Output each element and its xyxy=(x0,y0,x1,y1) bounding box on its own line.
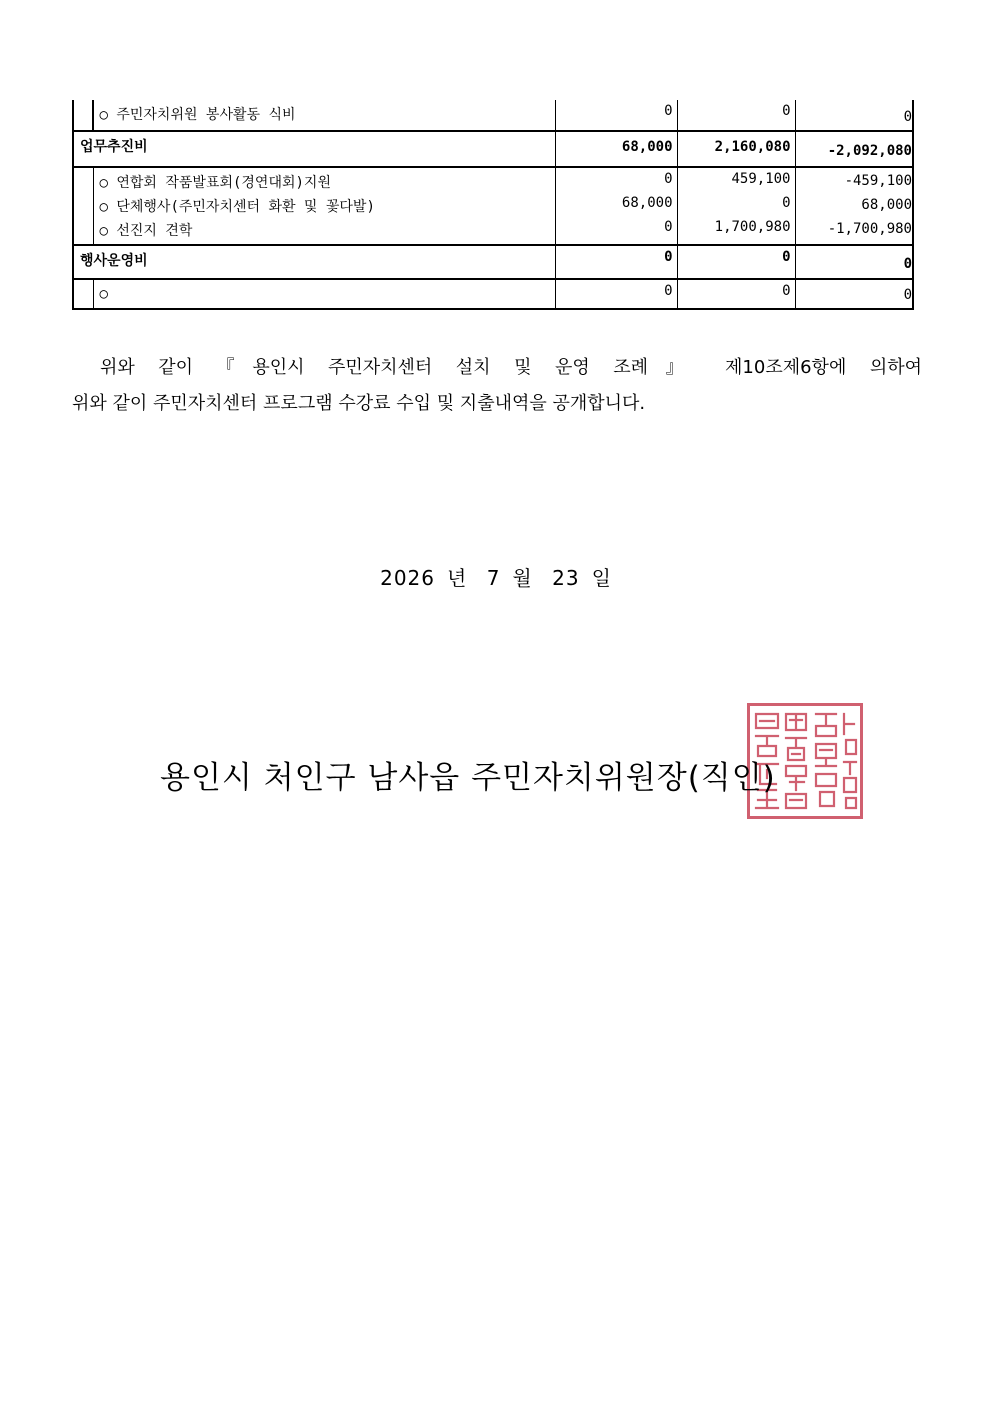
cell-value: -1,700,980 xyxy=(827,221,912,237)
date-day-unit: 일 xyxy=(591,566,612,590)
cell-value: 0 xyxy=(782,249,791,265)
cell-value: 0 xyxy=(664,171,673,187)
cell-value: 0 xyxy=(664,103,673,119)
item-label: ○ 주민자치위원 봉사활동 식비 xyxy=(99,107,296,123)
cell-value: 0 xyxy=(903,256,912,272)
indent-divider xyxy=(92,100,93,131)
category-row xyxy=(73,245,913,279)
cell-value: 68,000 xyxy=(621,139,673,155)
cell-value: 0 xyxy=(782,103,791,119)
cell-value: 0 xyxy=(782,195,791,211)
cell-value: 0 xyxy=(903,287,912,303)
cell-value: 68,000 xyxy=(621,195,673,211)
table-row xyxy=(73,279,913,309)
date-year: 2026 xyxy=(380,566,435,590)
date-year-unit: 년 xyxy=(447,566,468,590)
cell-value: 0 xyxy=(903,109,912,125)
cell-value: 1,700,980 xyxy=(714,219,791,235)
cell-value: -459,100 xyxy=(844,173,912,189)
date-day: 23 xyxy=(552,566,580,590)
table-row xyxy=(73,167,913,245)
cell-value: 2,160,080 xyxy=(714,139,791,155)
paragraph-line-1: 위와 같이 『용인시 주민자치센터 설치 및 운영 조례』 제10조제6항에 의하여 xyxy=(100,357,922,378)
signature-line: 용인시 처인구 남사읍 주민자치위원장(직인) xyxy=(160,760,776,796)
paragraph-line-2: 위와 같이 주민자치센터 프로그램 수강료 수입 및 지출내역을 공개합니다. xyxy=(72,393,646,414)
cell-value: 68,000 xyxy=(861,197,912,213)
item-label: ○ xyxy=(99,286,108,302)
document-date xyxy=(0,562,992,591)
date-month-unit: 월 xyxy=(512,566,533,590)
table-row xyxy=(73,100,913,131)
item-label: ○ 선진지 견학 xyxy=(99,223,193,239)
item-label: ○ 연합회 작품발표회(경연대회)지원 xyxy=(99,175,331,191)
category-row xyxy=(73,131,913,167)
item-label: ○ 단체행사(주민자치센터 화환 및 꽃다발) xyxy=(99,199,375,215)
cell-value: -2,092,080 xyxy=(827,143,912,159)
cell-value: 0 xyxy=(664,283,673,299)
cell-value: 0 xyxy=(664,249,673,265)
category-label: 업무추진비 xyxy=(80,139,148,155)
budget-table xyxy=(72,100,914,310)
cell-value: 0 xyxy=(664,219,673,235)
date-month: 7 xyxy=(486,566,501,590)
disclosure-paragraph xyxy=(72,350,922,422)
cell-value: 459,100 xyxy=(731,171,791,187)
category-label: 행사운영비 xyxy=(80,253,148,269)
cell-value: 0 xyxy=(782,283,791,299)
